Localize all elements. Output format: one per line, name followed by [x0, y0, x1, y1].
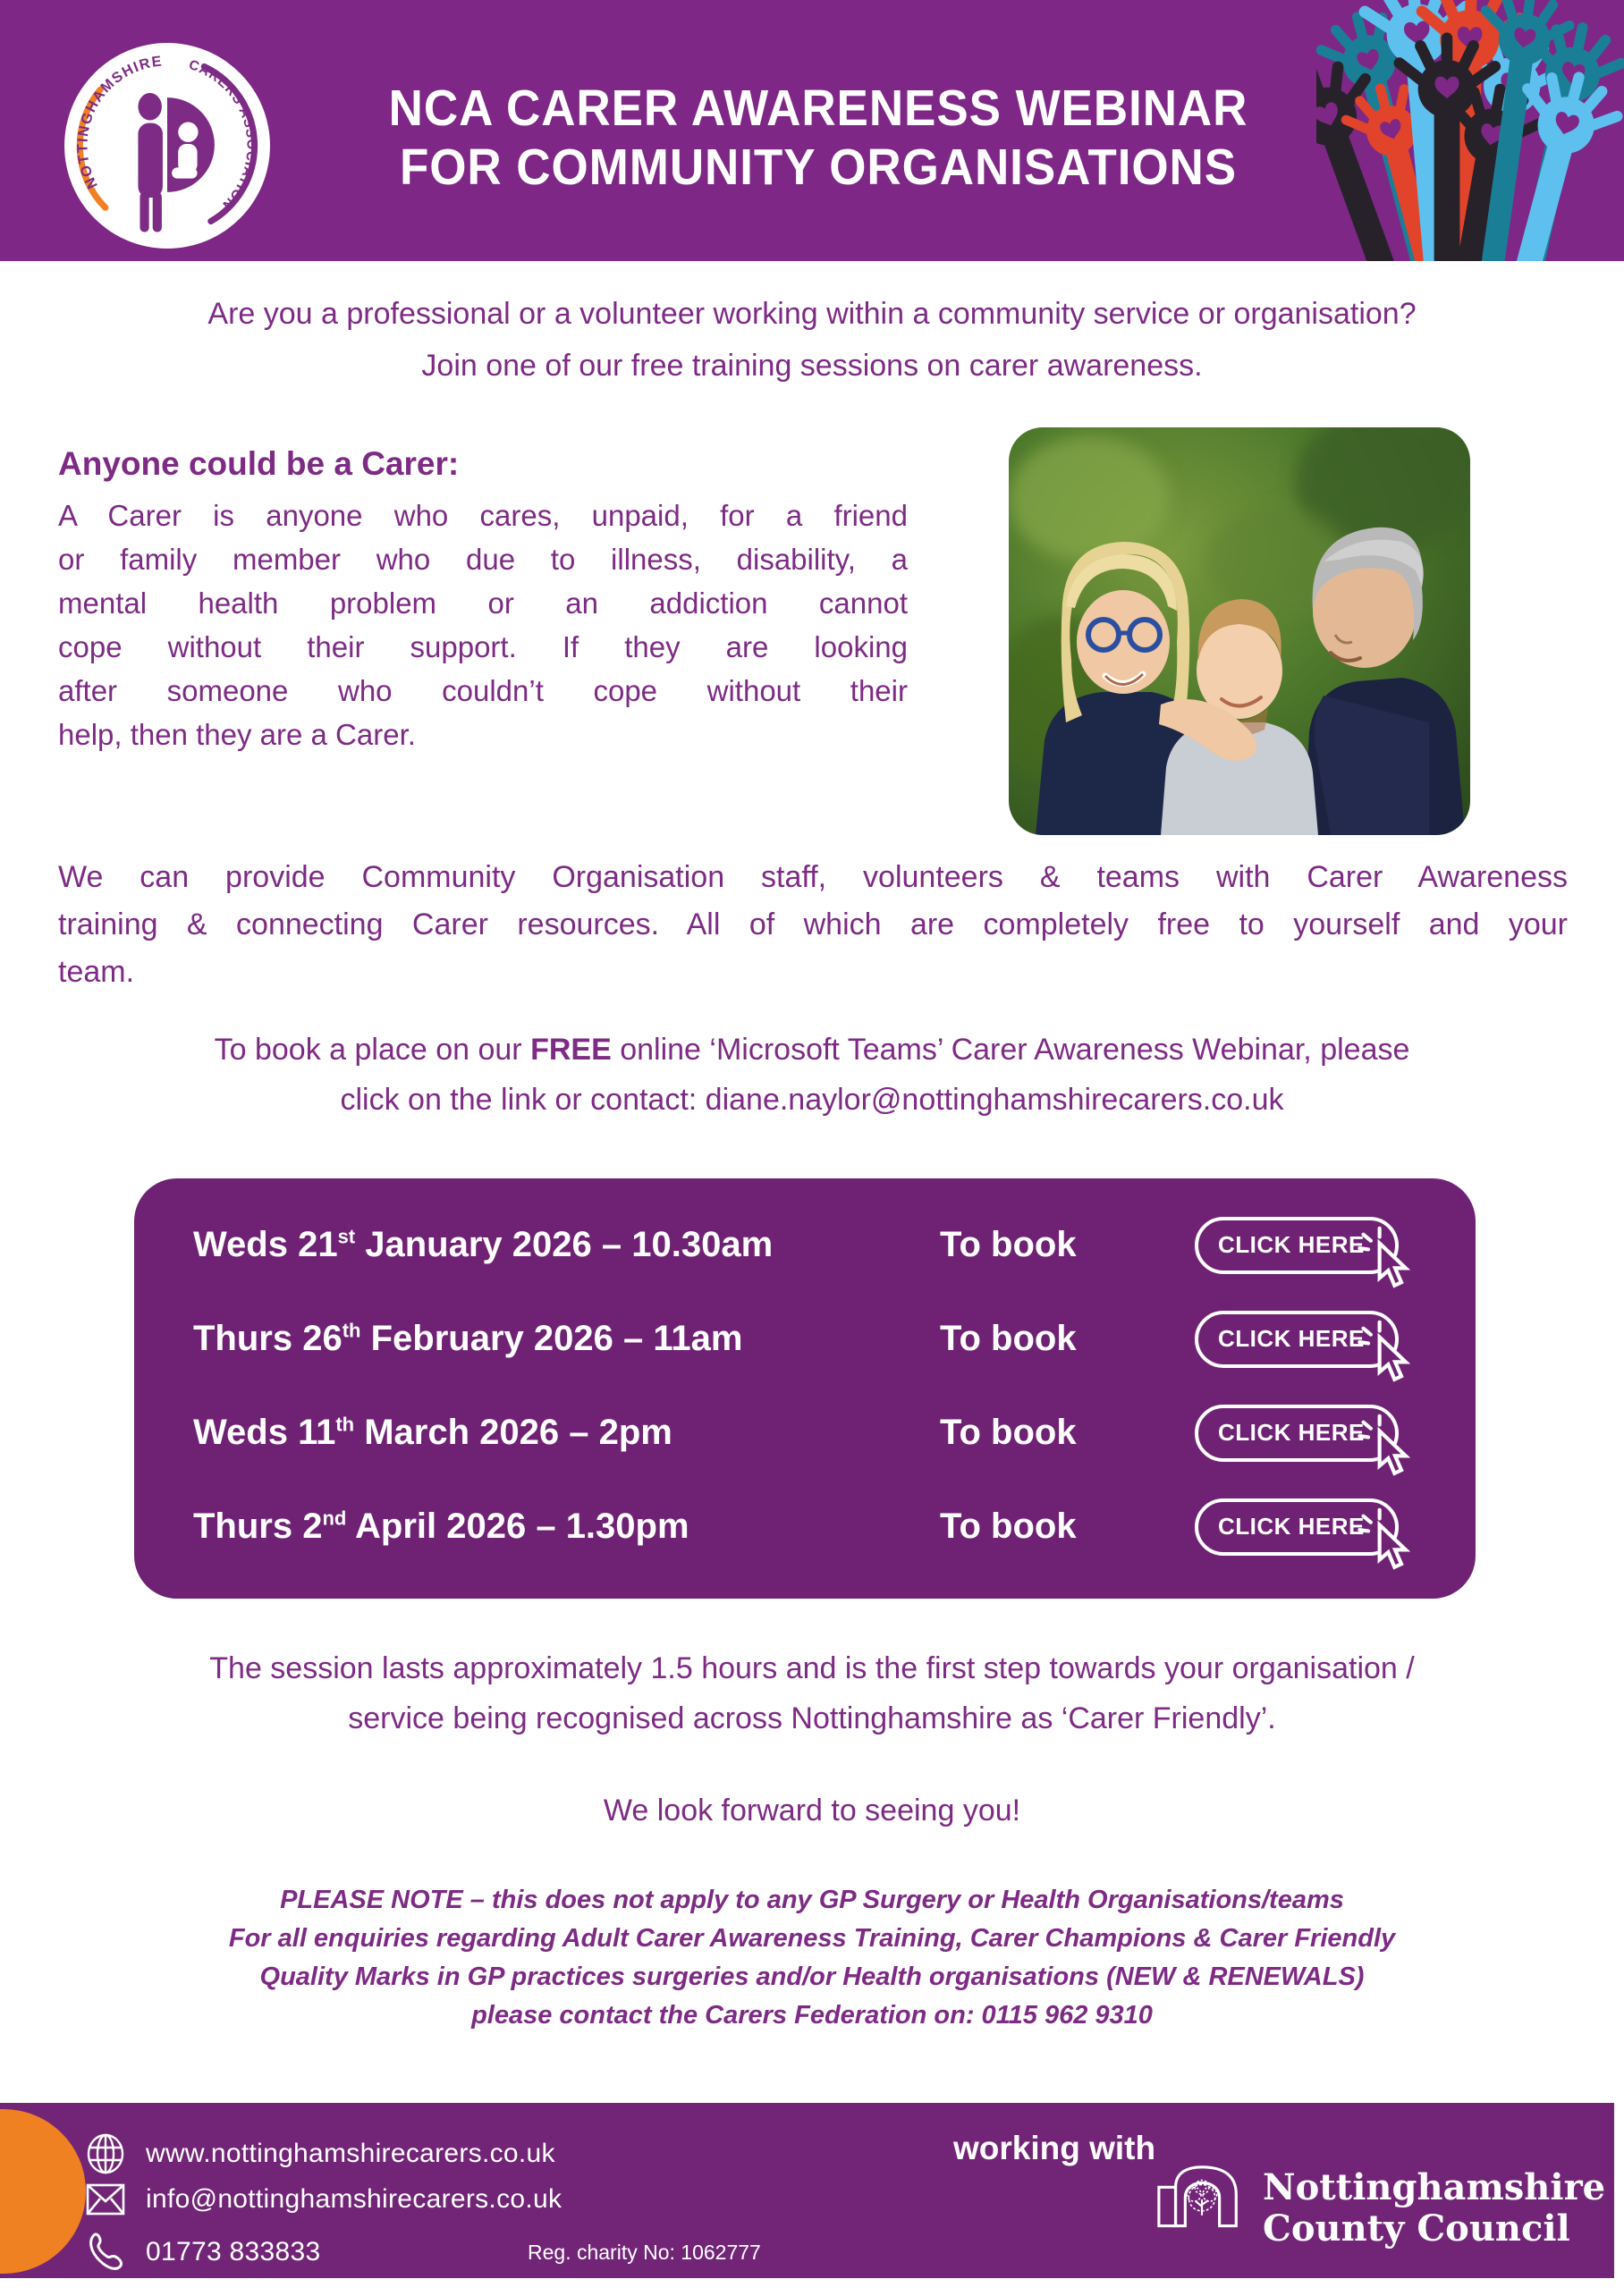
to-book-label: To book [940, 1225, 1077, 1264]
to-book-label: To book [940, 1507, 1077, 1546]
charity-number: Reg. charity No: 1062777 [528, 2241, 761, 2264]
cursor-click-icon [1358, 1414, 1417, 1483]
intro-line-2: Join one of our free training sessions on carer awareness. [421, 349, 1203, 383]
session-date: Thurs 26th February 2026 – 11am [193, 1319, 743, 1358]
booking-intro-line-1: To book a place on our FREE online ‘Microsoft Teams’ Carer Awareness Webinar, please [214, 1033, 1410, 1067]
session-date: Weds 21st January 2026 – 10.30am [193, 1225, 774, 1264]
footer-email-row [85, 2183, 562, 2216]
session-duration-note: The session lasts approximately 1.5 hours and is the first step towards your organisation / service being recognised across Nottinghamshire as ‘Carer Friendly’. [209, 1651, 1415, 1735]
cursor-click-icon [1358, 1320, 1417, 1389]
click-here-button-3[interactable]: CLICK HERE [1195, 1405, 1399, 1462]
phone-icon [85, 2232, 126, 2273]
to-book-label: To book [940, 1413, 1077, 1452]
footer-website-row [85, 2133, 555, 2174]
logo-text-right: CARERS ASSOCIATION [186, 57, 259, 214]
booking-intro [89, 1025, 1535, 1125]
title-line-2: FOR COMMUNITY ORGANISATIONS [399, 139, 1238, 196]
carer-definition: A Carer is anyone who cares, unpaid, for a friend or family member who due to illness, disability, a mental health problem or an addiction cannot cope without their support. If they are looking after someone who couldn’t cope without their help, then they are a Carer. [58, 499, 908, 751]
session-date: Thurs 2nd April 2026 – 1.30pm [193, 1507, 689, 1546]
footer-phone: 01773 833833 [146, 2237, 321, 2266]
working-with-label: working with [953, 2130, 1156, 2166]
council-name: Nottinghamshire County Council [1263, 2166, 1606, 2250]
free-emphasis: FREE [530, 1033, 612, 1067]
envelope-icon [85, 2183, 126, 2216]
footer-phone-row [85, 2232, 320, 2273]
click-here-button-1[interactable]: CLICK HERE [1195, 1217, 1399, 1274]
click-here-button-4[interactable]: CLICK HERE [1195, 1498, 1399, 1556]
header-band [0, 0, 1624, 261]
session-date: Weds 11th March 2026 – 2pm [193, 1413, 672, 1452]
session-booking-panel [134, 1178, 1476, 1599]
closing-line: We look forward to seeing you! [603, 1794, 1021, 1828]
session-row-3 [193, 1386, 1476, 1480]
carer-section-heading: Anyone could be a Carer: [58, 445, 460, 482]
footer-website: www.nottinghamshirecarers.co.uk [146, 2139, 555, 2168]
to-book-label: To book [940, 1319, 1077, 1358]
nca-logo [63, 41, 272, 250]
session-row-1 [193, 1198, 1476, 1292]
nottinghamshire-county-council-logo [1154, 2160, 1250, 2250]
click-here-button-2[interactable]: CLICK HERE [1195, 1311, 1399, 1368]
booking-intro-line-2: click on the link or contact: diane.naylor@nottinghamshirecarers.co.uk [340, 1083, 1284, 1117]
cursor-click-icon [1358, 1507, 1417, 1577]
page-title [295, 79, 1341, 197]
please-note-block: PLEASE NOTE – this does not apply to any GP Surgery or Health Organisations/teams For all enquiries regarding Adult Carer Awareness Training, Carer Champions & Carer Friendly Quality Marks in GP practices surgeries and/or Health organisations (NEW & RENEWALS) please contact the Carers Federation on: 0115 962 9310 [228, 1886, 1396, 2030]
globe-icon [85, 2133, 126, 2174]
session-row-4 [193, 1480, 1476, 1574]
title-line-1: NCA CARER AWARENESS WEBINAR [388, 80, 1248, 137]
raised-hands-graphic [1316, 0, 1624, 261]
cursor-click-icon [1358, 1226, 1417, 1296]
intro-line-1: Are you a professional or a volunteer working within a community service or organisation? [207, 297, 1417, 331]
intro-paragraph [0, 288, 1624, 392]
family-photo [1009, 427, 1470, 835]
logo-text-left: NOTTINGHAMSHIRE [74, 53, 164, 192]
footer-email: info@nottinghamshirecarers.co.uk [146, 2184, 562, 2214]
provide-paragraph: We can provide Community Organisation staff, volunteers & teams with Carer Awareness training & connecting Carer resources. All of which are completely free to yourself and your team. [58, 860, 1568, 989]
session-row-2 [193, 1292, 1476, 1386]
